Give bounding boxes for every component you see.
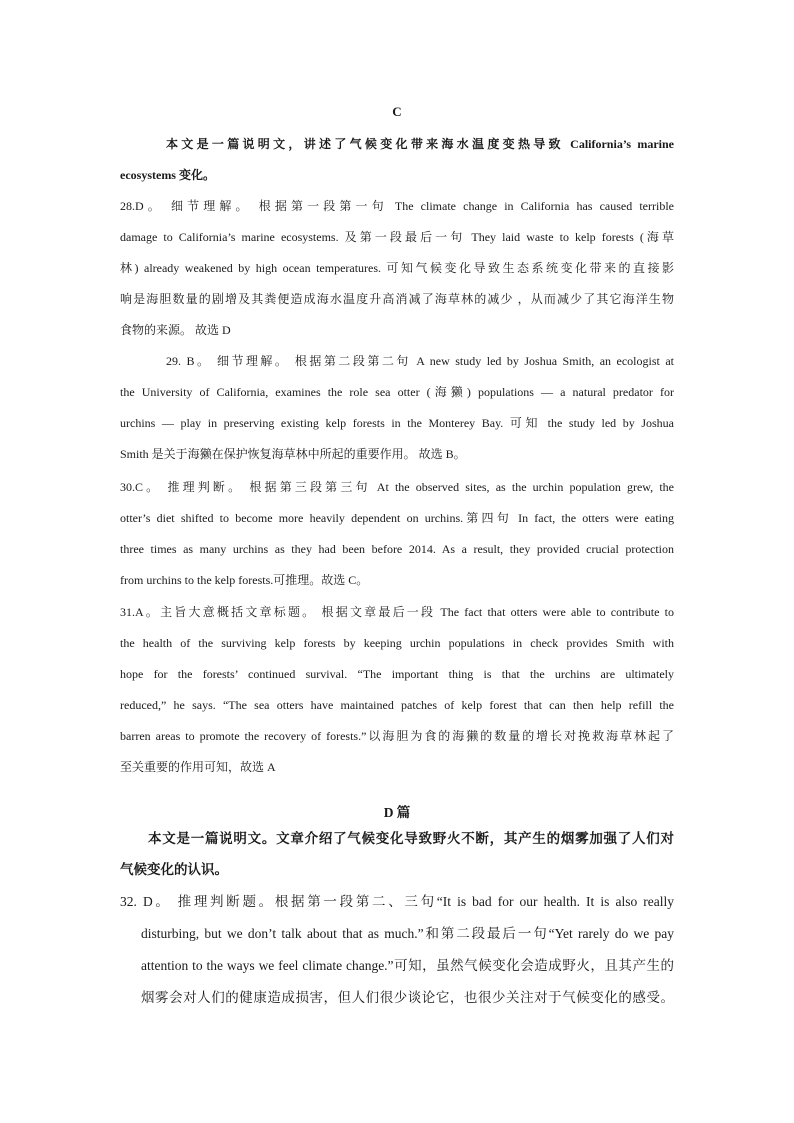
section-c-intro-line: ecosystems 变化。 xyxy=(120,168,215,182)
q29-line: urchins — play in preserving existing kelp forests in the Monterey Bay. 可知 the study led by Joshua xyxy=(120,416,674,430)
q28-line: 食物的来源。 故选 D xyxy=(120,323,231,337)
q31-line: 31.A。主旨大意概括文章标题。 根据文章最后一段 The fact that otters were able to contribute to xyxy=(120,605,674,619)
q29-line: Smith 是关于海獭在保护恢复海草林中所起的重要作用。 故选 B。 xyxy=(120,447,466,461)
q30-line: 30.C。 推理判断。 根据第三段第三句 At the observed sites, as the urchin population grew, the xyxy=(120,480,674,494)
section-c-intro-line: 本文是一篇说明文，讲述了气候变化带来海水温度变热导致 California’s marine xyxy=(166,137,674,151)
q28-line: damage to California’s marine ecosystems. 及第一段最后一句 They laid waste to kelp forests (海草 xyxy=(120,230,674,244)
q28-line: 响是海胆数量的剧增及其粪便造成海水温度升高消减了海草林的减少 ，从而减少了其它海洋生物 xyxy=(120,292,674,306)
q31-line: the health of the surviving kelp forests by keeping urchin populations in check provides Smith with xyxy=(120,636,674,650)
q31-line: reduced,” he says. “The sea otters have maintained patches of kelp forest that can then help refill the xyxy=(120,698,674,712)
q28-line: 28.D。 细节理解。 根据第一段第一句 The climate change in California has caused terrible xyxy=(120,199,674,213)
q28-line: 林) already weakened by high ocean temperatures. 可知气候变化导致生态系统变化带来的直接影 xyxy=(120,261,674,275)
q30-line: three times as many urchins as they had been before 2014. As a result, they provided crucial protection xyxy=(120,542,674,556)
q32-line: 32. D。 推理判断题。根据第一段第二、三句“It is bad for our health. It is also really xyxy=(120,894,674,909)
q30-line: from urchins to the kelp forests.可推理。故选 C。 xyxy=(120,573,369,587)
q29-line: the University of California, examines the role sea otter (海獭) populations — a natural predator for xyxy=(120,385,674,399)
section-c-heading: C xyxy=(392,104,402,119)
q32-line: disturbing, but we don’t talk about that as much.”和第二段最后一句“Yet rarely do we pay xyxy=(141,926,674,941)
q31-line: hope for the forests’ continued survival. “The important thing is that the urchins are ultimately xyxy=(120,667,674,681)
q31-line: barren areas to promote the recovery of forests.”以海胆为食的海獭的数量的增长对挽救海草林起了 xyxy=(120,729,674,743)
q29-line: 29. B。 细节理解。 根据第二段第二句 A new study led by Joshua Smith, an ecologist at xyxy=(166,354,674,368)
section-d-intro-line: 本文是一篇说明文。文章介绍了气候变化导致野火不断，其产生的烟雾加强了人们对 xyxy=(148,831,674,846)
section-d-intro-line: 气候变化的认识。 xyxy=(120,862,228,877)
q32-line: 烟雾会对人们的健康造成损害，但人们很少谈论它，也很少关注对于气候变化的感受。 xyxy=(141,990,674,1005)
q30-line: otter’s diet shifted to become more heavily dependent on urchins.第四句 In fact, the otters were eating xyxy=(120,511,674,525)
q32-line: attention to the ways we feel climate change.”可知，虽然气候变化会造成野火，且其产生的 xyxy=(141,958,674,973)
section-d-heading: D 篇 xyxy=(383,805,411,820)
q31-line: 至关重要的作用可知，故选 A xyxy=(120,760,276,774)
